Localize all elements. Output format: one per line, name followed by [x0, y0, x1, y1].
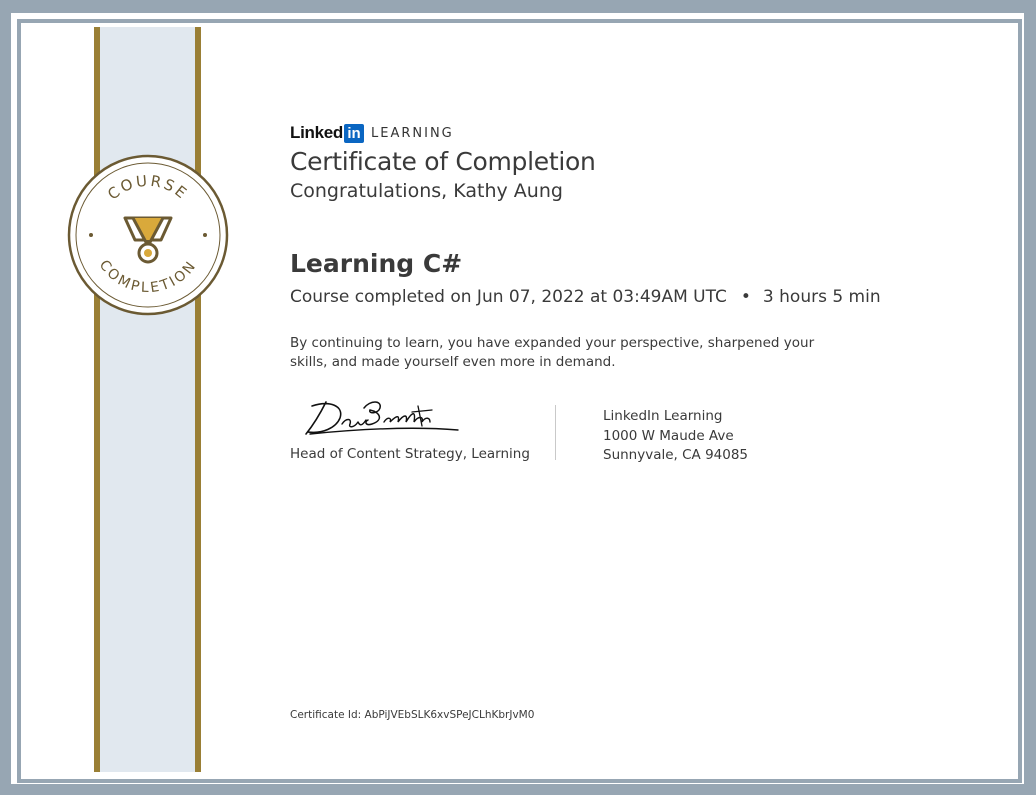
- seal-top-textpath: COURSE: [104, 171, 192, 204]
- address-line-2: 1000 W Maude Ave: [603, 427, 734, 444]
- certificate-id: Certificate Id: AbPiJVEbSLK6xvSPeJCLhKbrJvM0: [290, 709, 535, 721]
- logo-linked-text: Linked: [290, 123, 343, 142]
- signer-title: Head of Content Strategy, Learning: [290, 446, 530, 462]
- course-duration: 3 hours 5 min: [762, 287, 881, 307]
- signature-image: [300, 396, 465, 438]
- address-line-3: Sunnyvale, CA 94085: [603, 447, 749, 463]
- address-line-1: LinkedIn Learning: [603, 408, 723, 424]
- certificate-title: Certificate of Completion: [290, 147, 596, 176]
- ribbon: [94, 27, 201, 772]
- completion-details: [290, 287, 881, 307]
- course-completion-seal: [67, 154, 229, 316]
- completion-date: Course completed on Jun 07, 2022 at 03:49AM UTC: [290, 287, 727, 307]
- seal-bottom-textpath: COMPLETION: [95, 257, 201, 297]
- course-name: Learning C#: [290, 249, 463, 278]
- logo-learning-text: LEARNING: [371, 125, 454, 141]
- seal-right-dot: [203, 233, 207, 237]
- congratulations-line: Congratulations, Kathy Aung: [290, 180, 563, 202]
- issuer-address: [603, 407, 748, 466]
- linkedin-learning-logo: [290, 122, 454, 144]
- certificate-blurb: By continuing to learn, you have expanded your perspective, sharpened your skills, and made yourself even more in demand.: [290, 335, 815, 370]
- vertical-divider: [555, 405, 556, 460]
- seal-left-dot: [89, 233, 93, 237]
- separator-dot: •: [740, 287, 751, 307]
- logo-in-badge: in: [344, 124, 364, 143]
